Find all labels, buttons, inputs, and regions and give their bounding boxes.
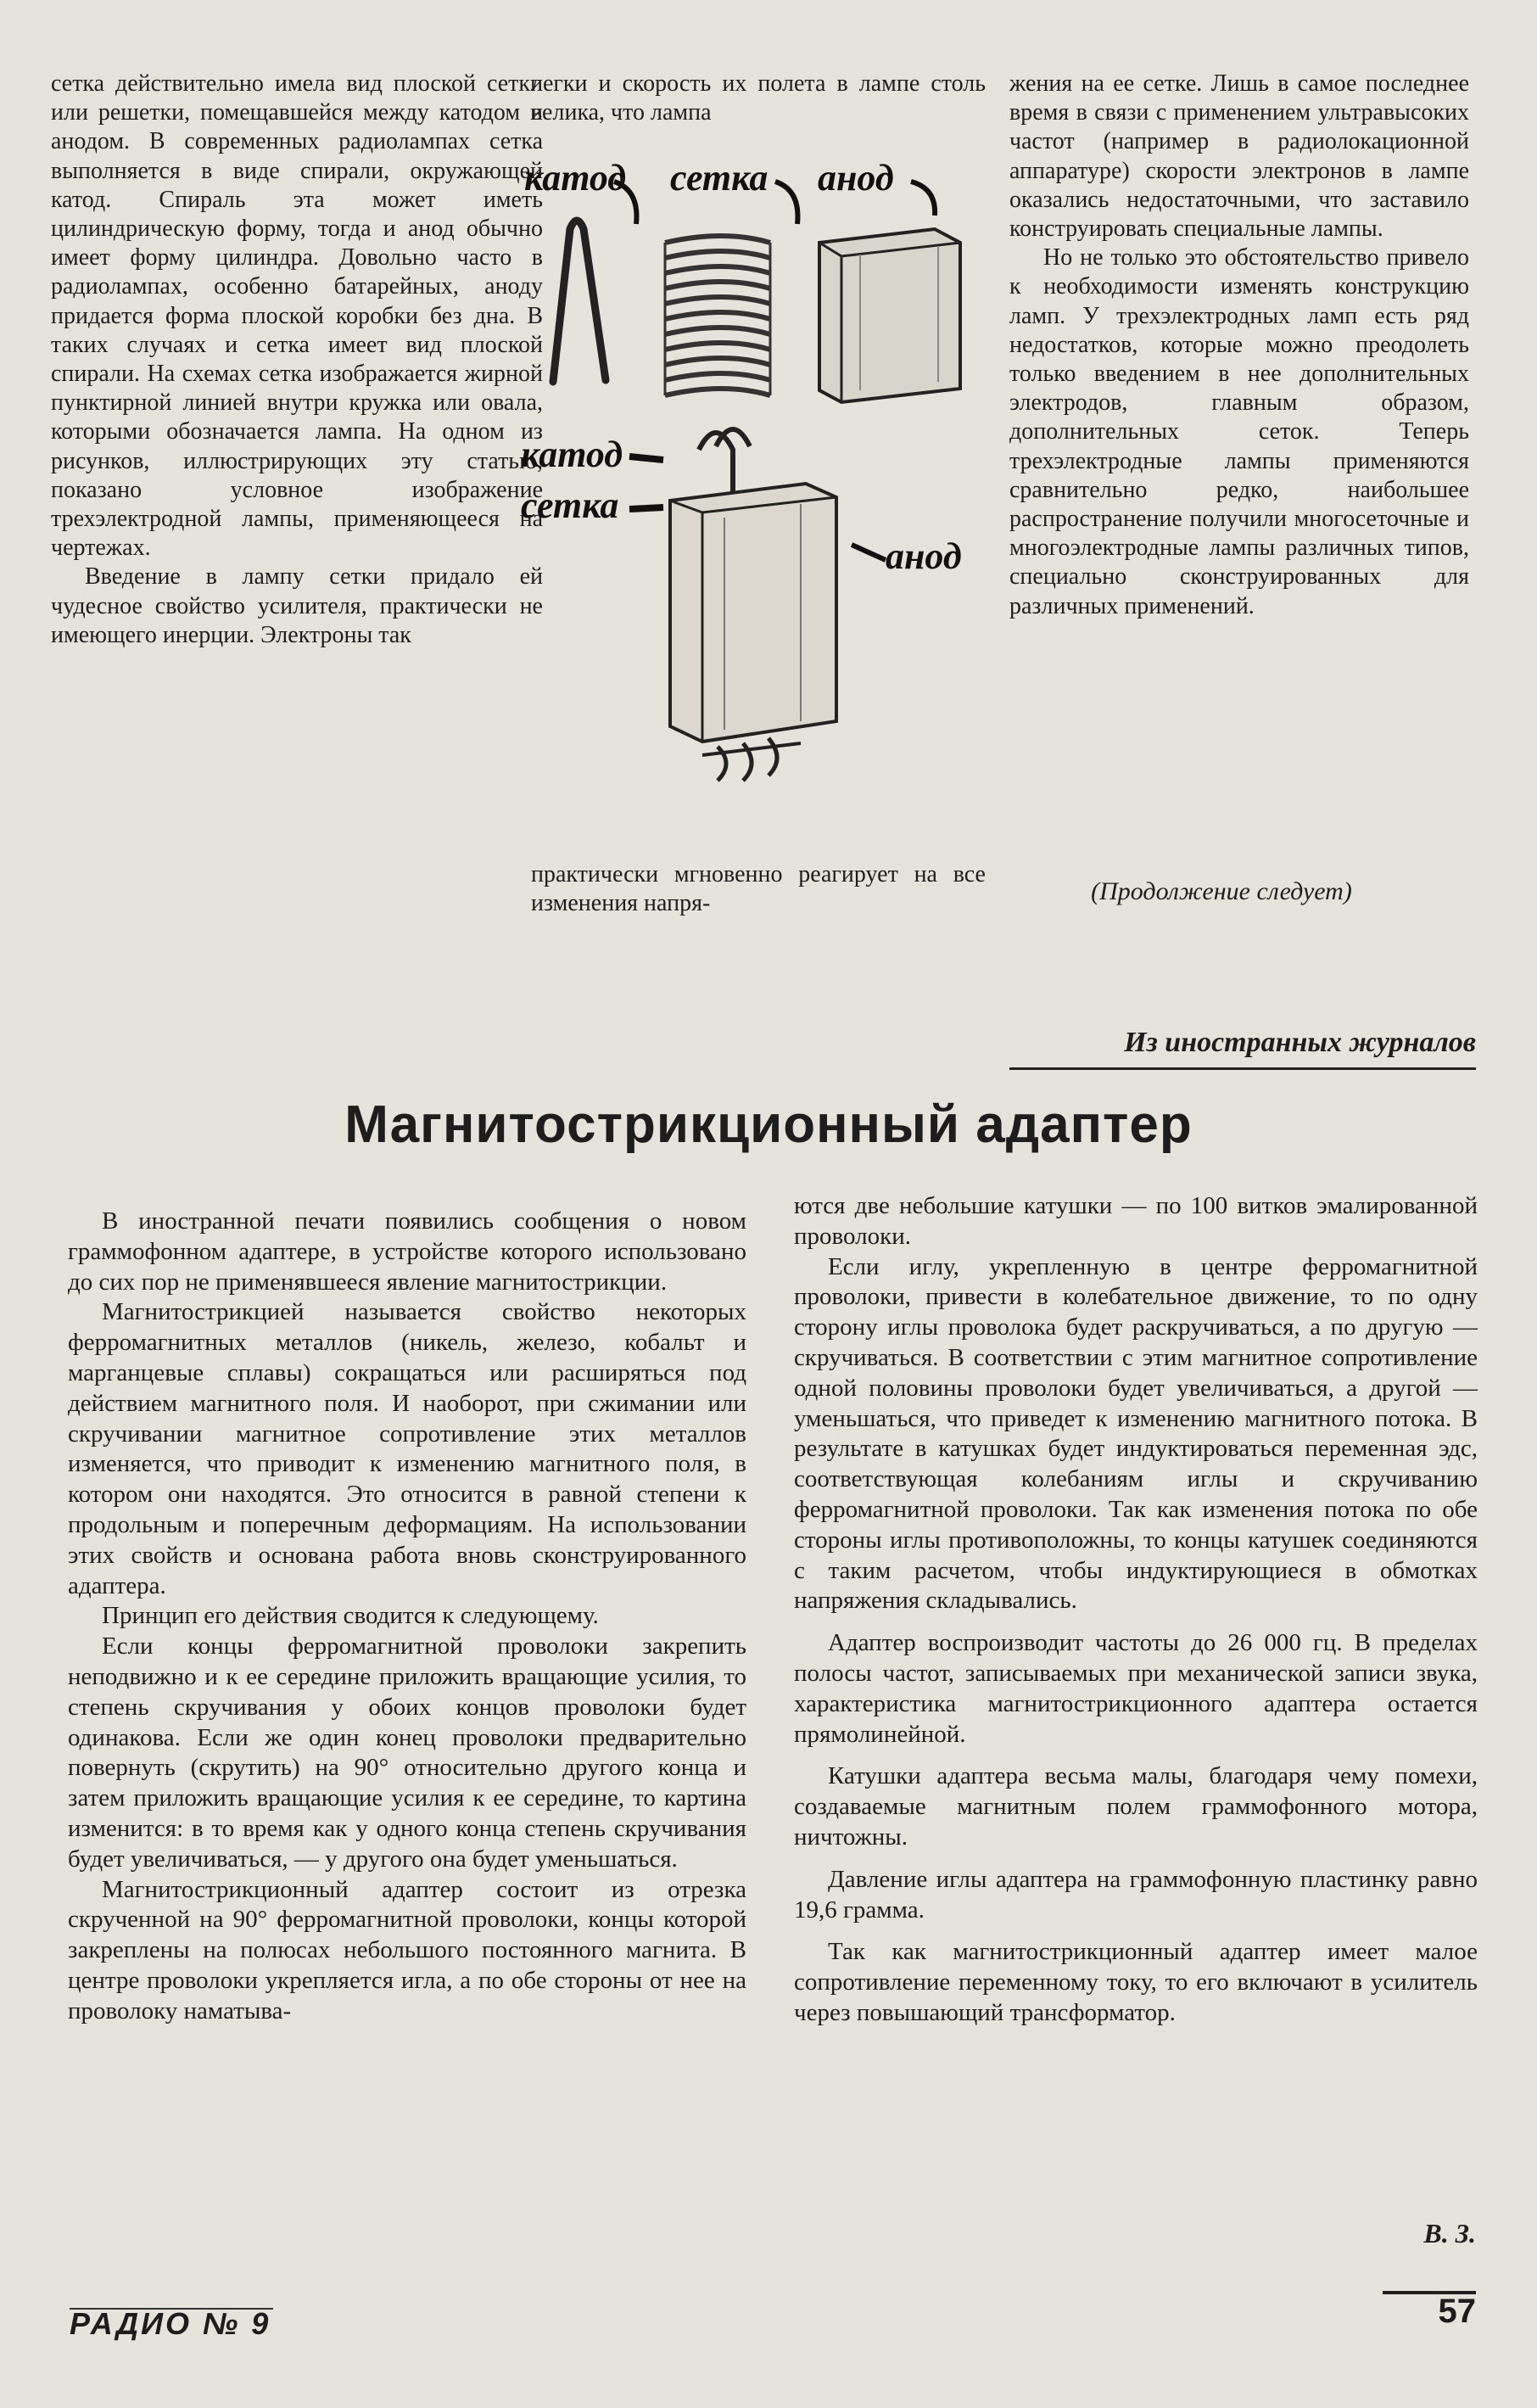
article-right-paragraph-3: Адаптер воспроизводит частоты до 26 000 гц. В пределах полосы частот, записываемых при механической записи звука, характеристика магнитострикционного адаптера остается прямолинейной.: [794, 1629, 1478, 1748]
section-label: Из иностранных журналов: [1124, 1027, 1476, 1058]
top-middle-column-top: [531, 70, 986, 127]
figure-label-cathode-top: катод: [524, 161, 627, 199]
top-left-column: [51, 70, 543, 650]
top-middle-column-bottom: [531, 860, 986, 918]
article-left-column: [68, 1207, 746, 2027]
arrow-anode-bottom: [852, 545, 886, 560]
article-left-paragraph-5: Магнитострикционный адаптер состоит из отрезка скрученной на 90° ферромагнитной проволоки, концы которой закреплены на полюсах небольшого постоянного магнита. В центре проволоки укрепляется игла, а по обе стороны от нее на проволоку наматыва-: [68, 1875, 746, 2024]
figure-label-grid-bottom: сетка: [521, 484, 619, 526]
article-right-paragraph-2: Если иглу, укрепленную в центре ферромагнитной проволоки, привести в колебательное движение, то по одну сторону иглы проволока будет раскручиваться, а по другую — скручиваться. В соответствии с этим магнитное сопротивление одной половины проволоки будет увеличиваться, а другой — уменьшаться, что приведет к изменению магнитного потока. В результате в катушках будет индуктироваться переменная эдс, соответствующая колебаниям иглы и скручиванию ферромагнитной проволоки. Так как изменения потока по обе стороны иглы противоположны, то концы катушек соединяются с таким расчетом, чтобы индуктирующиеся в обмотках напряжения складывались.: [794, 1252, 1478, 1615]
article-left-paragraph-4: Если концы ферромагнитной проволоки закрепить неподвижно и к ее середине приложить вращающие усилия, то степень скручивания у обоих концов проволоки будет одинакова. Если же один конец проволоки предварительно повернуть (скрутить) на 90° относительно другого конца и затем приложить вращающие усилия к ее середине, то картина изменится: в то время как у одного конца степень скручивания будет увеличиваться, — у другого она будет уменьшаться.: [68, 1632, 746, 1873]
arrow-grid-top: [775, 182, 797, 224]
author-signature: В. З.: [1423, 2218, 1476, 2248]
top-right-paragraph-2: Но не только это обстоятельство привело к необходимости изменять конструкцию ламп. У трехэлектродных ламп есть ряд недостатков, которые можно преодолеть только введением в нее дополнительных электродов, главным образом, дополнительных сеток. Теперь трехэлектродные лампы применяются сравнительно редко, наибольшее распространение получили многосеточные и многоэлектродные лампы различных типов, специально сконструированных для различных применений.: [1009, 244, 1469, 619]
figure-label-anode-bottom: анод: [886, 535, 962, 577]
arrow-grid-bottom: [629, 507, 663, 509]
page-number: 57: [1438, 2293, 1476, 2330]
top-middle-text-bottom: практически мгновенно реагирует на все изменения напря-: [531, 861, 986, 917]
anode-plate-drawing: [819, 229, 960, 402]
article-right-paragraph-6: Так как магнитострикционный адаптер имеет малое сопротивление переменному току, то его включают в усилитель через повышающий трансформатор.: [794, 1938, 1478, 2026]
cathode-filament-drawing: [553, 221, 606, 382]
top-right-paragraph-1: жения на ее сетке. Лишь в самое последнее время в связи с применением ультравысоких частот (например в радиолокационной аппаратуре) скорости электронов в лампе оказались недостаточными, что заставило конструировать специальные лампы.: [1009, 70, 1469, 243]
article-right-paragraph-4: Катушки адаптера весьма малы, благодаря чему помехи, создаваемые магнитным полем граммофонного мотора, ничтожны.: [794, 1762, 1478, 1851]
tube-electrodes-figure: [521, 161, 996, 857]
article-left-paragraph-2: Магнитострикцией называется свойство некоторых ферромагнитных металлов (никель, железо, кобальт и марганцевые сплавы) сокращаться или расширяться под действием магнитного поля. И наоборот, при сжимании или скручивании магнитное сопротивление этих металлов изменяется, что приводит к изменению магнитного поля, в котором они находятся. Это относится в равной степени к продольным и поперечным деформациям. На использовании этих свойств и основана работа вновь сконструированного адаптера.: [68, 1298, 746, 1599]
assembled-tube-drawing: [670, 429, 836, 781]
grid-spiral-drawing: [665, 236, 770, 395]
section-rule: [1009, 1067, 1476, 1070]
top-right-column: [1009, 70, 1469, 621]
article-left-paragraph-3: Принцип его действия сводится к следующему.: [102, 1602, 599, 1630]
top-middle-text-top: легки и скорость их полета в лампе столь велика, что лампа: [531, 70, 986, 126]
article-right-paragraph-1: ются две небольшие катушки — по 100 витков эмалированной проволоки.: [794, 1192, 1478, 1250]
arrow-cathode-bottom: [629, 456, 663, 460]
figure-label-cathode-bottom: катод: [521, 434, 623, 475]
article-title: Магнитострикционный адаптер: [344, 1095, 1193, 1154]
article-right-column: [794, 1191, 1478, 2029]
article-left-paragraph-1: В иностранной печати появились сообщения о новом граммофонном адаптере, в устройстве которого использовано до сих пор не применявшееся явление магнитострикции.: [68, 1207, 746, 1296]
arrow-anode-top: [911, 182, 935, 216]
article-right-paragraph-5: Давление иглы адаптера на граммофонную пластинку равно 19,6 грамма.: [794, 1865, 1478, 1924]
figure-label-anode-top: анод: [818, 161, 894, 199]
journal-footer: РАДИО № 9: [70, 2306, 271, 2341]
top-left-paragraph-2: Введение в лампу сетки придало ей чудесное свойство усилителя, практически не имеющего инерции. Электроны так: [51, 563, 543, 648]
figure-label-grid-top: сетка: [670, 161, 768, 199]
top-left-paragraph-1: сетка действительно имела вид плоской сетки или решетки, помещавшейся между катодом и анодом. В современных радиолампах сетка выполняется в виде спирали, окружающей катод. Спираль эта может иметь цилиндрическую форму, тогда и анод обычно имеет форму цилиндра. Довольно часто в радиолампах, особенно батарейных, аноду придается форма плоской коробки без дна. В таких случаях и сетка имеет вид плоской спирали. На схемах сетка изображается жирной пунктирной линией внутри кружка или овала, которыми обозначается лампа. На одном из рисунков, иллюстрирующих эту статью, показано условное изображение трехэлектродной лампы, применяющееся на чертежах.: [51, 70, 543, 562]
continued-note: (Продолжение следует): [1091, 877, 1352, 905]
